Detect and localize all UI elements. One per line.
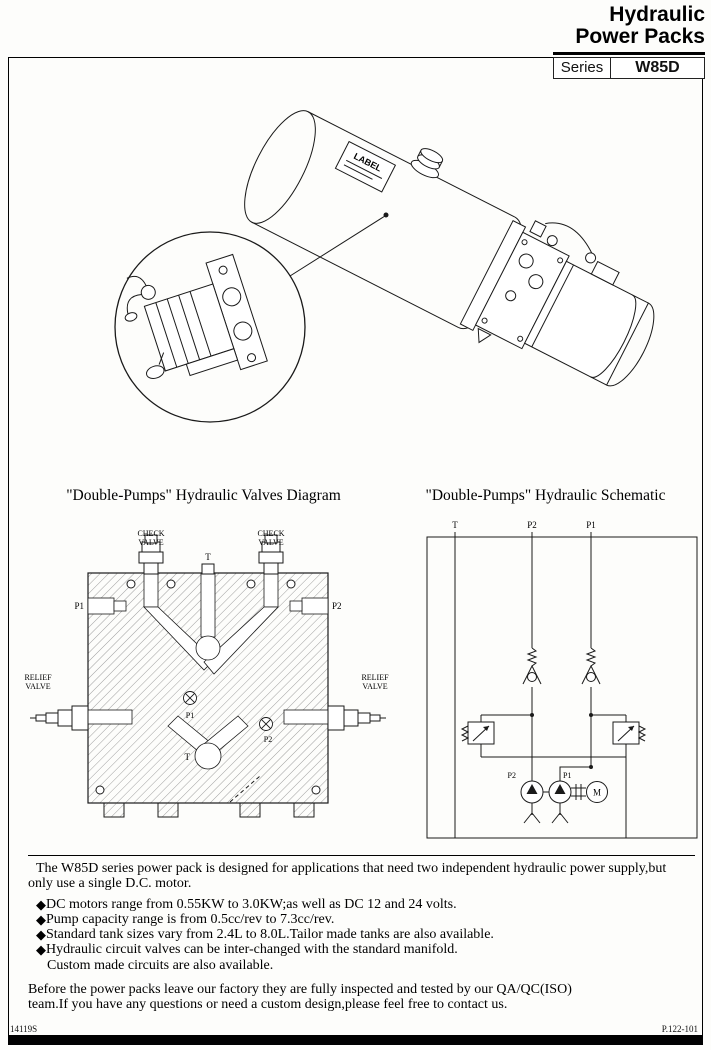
relief-valve-p2 — [462, 715, 532, 757]
diamond-bullet-icon: ◆ — [36, 911, 46, 927]
inner-p1-label: P1 — [185, 711, 195, 720]
check-valve-right-label-2: VALVE — [258, 538, 284, 547]
relief-right-label-2: VALVE — [362, 682, 388, 691]
series-label: Series — [554, 58, 611, 78]
detail-leader-line — [290, 216, 385, 276]
pump-detail — [113, 245, 267, 399]
t-top-label: T — [205, 552, 211, 562]
text-divider-rule — [28, 855, 695, 856]
feature-text-continued: Custom made circuits are also available. — [47, 957, 274, 973]
check-valve-right-label-1: CHECK — [257, 529, 285, 538]
p2-port-label: P2 — [332, 601, 342, 611]
valves-diagram — [18, 528, 398, 828]
check-valve-p2 — [523, 532, 541, 781]
feature-text: DC motors range from 0.55KW to 3.0KW;as well as DC 12 and 24 volts. — [46, 896, 457, 912]
feature-list — [28, 897, 696, 973]
series-value: W85D — [635, 58, 680, 76]
header-rule — [553, 52, 705, 55]
diamond-bullet-icon: ◆ — [36, 896, 46, 912]
pump-p1 — [549, 781, 571, 823]
feature-text: Pump capacity range is from 0.5cc/rev to 7.3cc/rev. — [46, 911, 335, 927]
closing-paragraph: Before the power packs leave our factory they are fully inspected and tested by our QA/QC(ISO) team.If you have any questions or need a custom design,please feel free to contact us. — [28, 982, 572, 1013]
list-item — [36, 912, 696, 927]
schem-p1-label: P1 — [586, 520, 596, 530]
relief-valve-right — [328, 706, 386, 730]
hydraulic-schematic — [410, 515, 700, 845]
list-item — [36, 927, 696, 942]
page-title-line2: Power Packs — [575, 25, 705, 49]
footer-bar — [8, 1035, 703, 1045]
power-pack-illustration — [95, 72, 695, 472]
list-item — [36, 897, 696, 912]
inner-p2-label: P2 — [263, 735, 273, 744]
relief-left-label-1: RELIEF — [24, 673, 52, 682]
footer-page-number: P.122-101 — [661, 1024, 698, 1034]
motor-coupling — [571, 784, 586, 800]
relief-left-label-2: VALVE — [25, 682, 51, 691]
intro-paragraph: The W85D series power pack is designed for applications that need two independent hydraulic power supply,but only use a single D.C. motor. — [28, 861, 667, 892]
valves-diagram-title: "Double-Pumps" Hydraulic Valves Diagram — [66, 487, 341, 504]
schem-pump-p2-label: P2 — [507, 771, 516, 780]
diamond-bullet-icon: ◆ — [36, 927, 46, 943]
check-valve-left-label-2: VALVE — [138, 538, 164, 547]
list-item — [36, 942, 696, 957]
label-plate — [335, 142, 395, 192]
description-block — [28, 861, 696, 1013]
detail-leader-dot — [384, 213, 389, 218]
motor-letter: M — [592, 787, 602, 798]
schem-p2-label: P2 — [527, 520, 537, 530]
feature-text: Hydraulic circuit valves can be inter-changed with the standard manifold. — [46, 942, 458, 958]
diamond-bullet-icon: ◆ — [36, 942, 46, 958]
feature-text: Standard tank sizes vary from 2.4L to 8.0L.Tailor made tanks are also available. — [46, 927, 494, 943]
t-port-stub — [202, 564, 214, 574]
relief-right-label-1: RELIEF — [361, 673, 389, 682]
page-title-line1: Hydraulic — [609, 3, 705, 26]
schem-pump-p1-label: P1 — [563, 771, 572, 780]
relief-valve-left — [30, 706, 88, 730]
page-border-left — [8, 57, 9, 1039]
header — [553, 4, 705, 79]
filler-cap — [409, 144, 448, 181]
tank-assembly — [229, 81, 682, 411]
page-border-right — [702, 57, 703, 1039]
pump-p2 — [521, 781, 543, 823]
page-border-top — [8, 57, 557, 58]
schem-t-label: T — [452, 520, 458, 530]
label-plate-text: LABEL — [352, 151, 384, 174]
schematic-title: "Double-Pumps" Hydraulic Schematic — [425, 487, 666, 504]
p1-port-label: P1 — [74, 601, 84, 611]
footer-doc-number: 14119S — [10, 1024, 38, 1034]
inner-t-label: T — [184, 752, 190, 762]
relief-valve-p1 — [591, 715, 645, 838]
check-valve-left-label-1: CHECK — [137, 529, 165, 538]
check-valve-p1 — [560, 532, 600, 781]
